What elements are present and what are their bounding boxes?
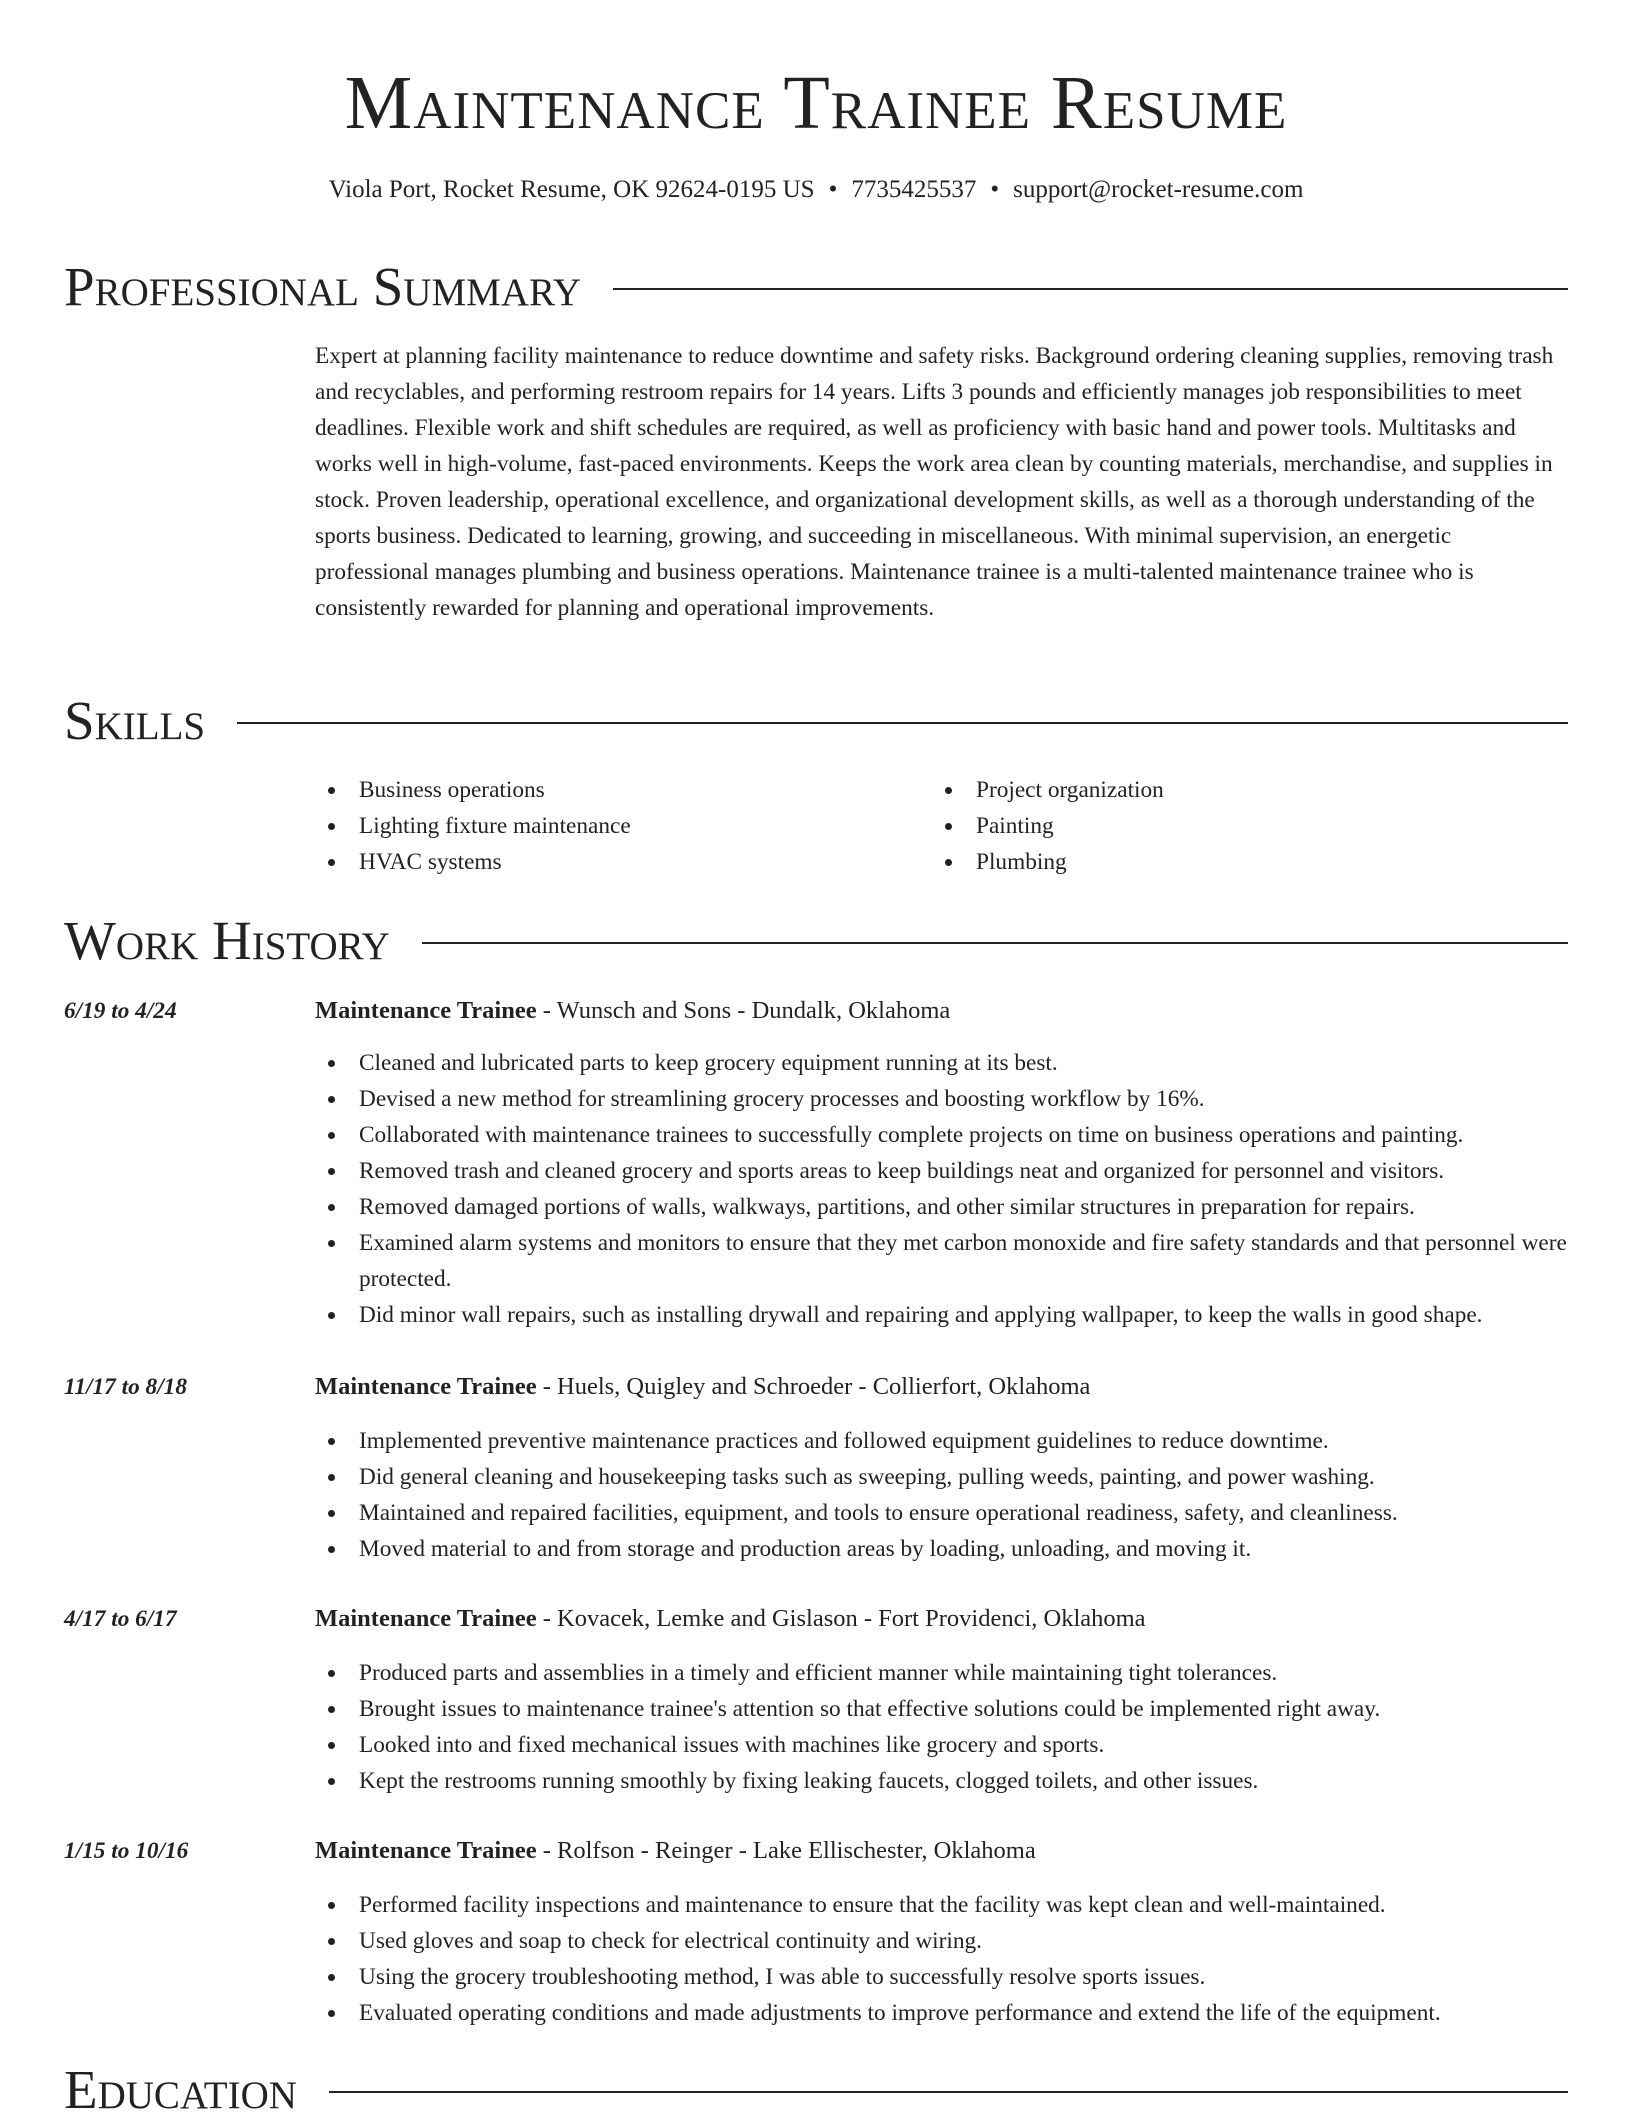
job-heading: [315, 1601, 1146, 1637]
job-bullet: Did minor wall repairs, such as installing drywall and repairing and applying wallpaper, to keep the walls in good shape.: [315, 1297, 1577, 1333]
job-bullet: Examined alarm systems and monitors to ensure that they met carbon monoxide and fire safety standards and that personnel were protected.: [315, 1225, 1577, 1297]
section-divider: [422, 942, 1568, 944]
summary-text: Expert at planning facility maintenance to reduce downtime and safety risks. Background ordering cleaning supplies, removing trash and recyclables, and performing restroom repairs for 14 years. Lifts 3 pounds and efficiently manages job responsibilities to meet deadlines. Flexible work and shift schedules are required, as well as proficiency with basic hand and power tools. Multitasks and works well in high-volume, fast-paced environments. Keeps the work area clean by counting materials, merchandise, and supplies in stock. Proven leadership, operational excellence, and organizational development skills, as well as a thorough understanding of the sports business. Dedicated to learning, growing, and succeeding in miscellaneous. With minimal supervision, an energetic professional manages plumbing and business operations. Maintenance trainee is a multi-talented maintenance trainee who is consistently rewarded for planning and operational improvements.: [315, 343, 1554, 621]
job-bullet: Performed facility inspections and maintenance to ensure that the facility was kept clean and well-maintained.: [315, 1887, 1577, 1923]
job-bullet-list: [315, 1887, 1577, 2031]
job-bullet-list: [315, 1655, 1577, 1799]
job-company: - Huels, Quigley and Schroeder - Collierfort, Oklahoma: [536, 1373, 1091, 1400]
job-bullet: Evaluated operating conditions and made adjustments to improve performance and extend the life of the equipment.: [315, 1995, 1577, 2031]
work-history-heading-text: Work History: [64, 910, 390, 971]
job-bullet: Using the grocery troubleshooting method, I was able to successfully resolve sports issues.: [315, 1959, 1577, 1995]
page-title: Maintenance Trainee Resume: [344, 61, 1288, 145]
job-bullet: Kept the restrooms running smoothly by fixing leaking faucets, clogged toilets, and other issues.: [315, 1763, 1577, 1799]
contact-email: support@rocket-resume.com: [1013, 176, 1304, 203]
work-history-section-heading: [64, 906, 1568, 976]
skills-heading-text: Skills: [64, 690, 206, 751]
section-divider: [613, 288, 1568, 290]
skill-item: Business operations: [315, 772, 915, 808]
job-bullet: Brought issues to maintenance trainee's attention so that effective solutions could be implemented right away.: [315, 1691, 1577, 1727]
skill-item: Plumbing: [932, 844, 1532, 880]
summary-heading-text: Professional Summary: [64, 256, 582, 317]
job-bullet: Collaborated with maintenance trainees to successfully complete projects on time on business operations and painting.: [315, 1117, 1577, 1153]
job-bullet: Cleaned and lubricated parts to keep grocery equipment running at its best.: [315, 1045, 1577, 1081]
job-title: Maintenance Trainee: [315, 997, 537, 1024]
contact-line: [0, 174, 1632, 206]
job-bullet: Devised a new method for streamlining grocery processes and boosting workflow by 16%.: [315, 1081, 1577, 1117]
job-dates: 11/17 to 8/18: [64, 1374, 187, 1400]
summary-section-heading: [64, 252, 1568, 322]
job-title: Maintenance Trainee: [315, 1605, 537, 1632]
job-bullet: Implemented preventive maintenance practices and followed equipment guidelines to reduce downtime.: [315, 1423, 1577, 1459]
skill-item: HVAC systems: [315, 844, 915, 880]
contact-separator: •: [990, 176, 1000, 203]
job-company: - Kovacek, Lemke and Gislason - Fort Providenci, Oklahoma: [536, 1605, 1146, 1632]
contact-separator: •: [828, 176, 838, 203]
job-bullet: Used gloves and soap to check for electrical continuity and wiring.: [315, 1923, 1577, 1959]
job-title: Maintenance Trainee: [315, 1837, 537, 1864]
job-bullet-list: [315, 1423, 1577, 1567]
section-divider: [329, 2091, 1568, 2093]
job-bullet: Produced parts and assemblies in a timely and efficient manner while maintaining tight tolerances.: [315, 1655, 1577, 1691]
job-bullet: Moved material to and from storage and production areas by loading, unloading, and moving it.: [315, 1531, 1577, 1567]
job-heading: [315, 993, 950, 1029]
job-title: Maintenance Trainee: [315, 1373, 537, 1400]
job-bullet: Removed trash and cleaned grocery and sports areas to keep buildings neat and organized for personnel and visitors.: [315, 1153, 1577, 1189]
job-heading: [315, 1369, 1090, 1405]
skill-item: Painting: [932, 808, 1532, 844]
job-bullet: Looked into and fixed mechanical issues with machines like grocery and sports.: [315, 1727, 1577, 1763]
section-divider: [237, 722, 1568, 724]
skill-item: Project organization: [932, 772, 1532, 808]
job-bullet-list: [315, 1045, 1577, 1333]
education-section-heading: [64, 2055, 1568, 2125]
job-company: - Wunsch and Sons - Dundalk, Oklahoma: [536, 997, 951, 1024]
job-bullet: Maintained and repaired facilities, equipment, and tools to ensure operational readiness, safety, and cleanliness.: [315, 1495, 1577, 1531]
job-company: - Rolfson - Reinger - Lake Ellischester, Oklahoma: [536, 1837, 1036, 1864]
job-dates: 6/19 to 4/24: [64, 998, 177, 1024]
skills-section-heading: [64, 686, 1568, 756]
job-dates: 1/15 to 10/16: [64, 1838, 189, 1864]
job-heading: [315, 1833, 1036, 1869]
skills-list-left: [315, 772, 915, 880]
contact-address: Viola Port, Rocket Resume, OK 92624-0195 US: [328, 176, 815, 203]
job-bullet: Did general cleaning and housekeeping tasks such as sweeping, pulling weeds, painting, and power washing.: [315, 1459, 1577, 1495]
skills-list-right: [932, 772, 1532, 880]
job-dates: 4/17 to 6/17: [64, 1606, 177, 1632]
education-heading-text: Education: [64, 2059, 297, 2120]
job-bullet: Removed damaged portions of walls, walkways, partitions, and other similar structures in preparation for repairs.: [315, 1189, 1577, 1225]
contact-phone: 7735425537: [851, 176, 977, 203]
skill-item: Lighting fixture maintenance: [315, 808, 915, 844]
